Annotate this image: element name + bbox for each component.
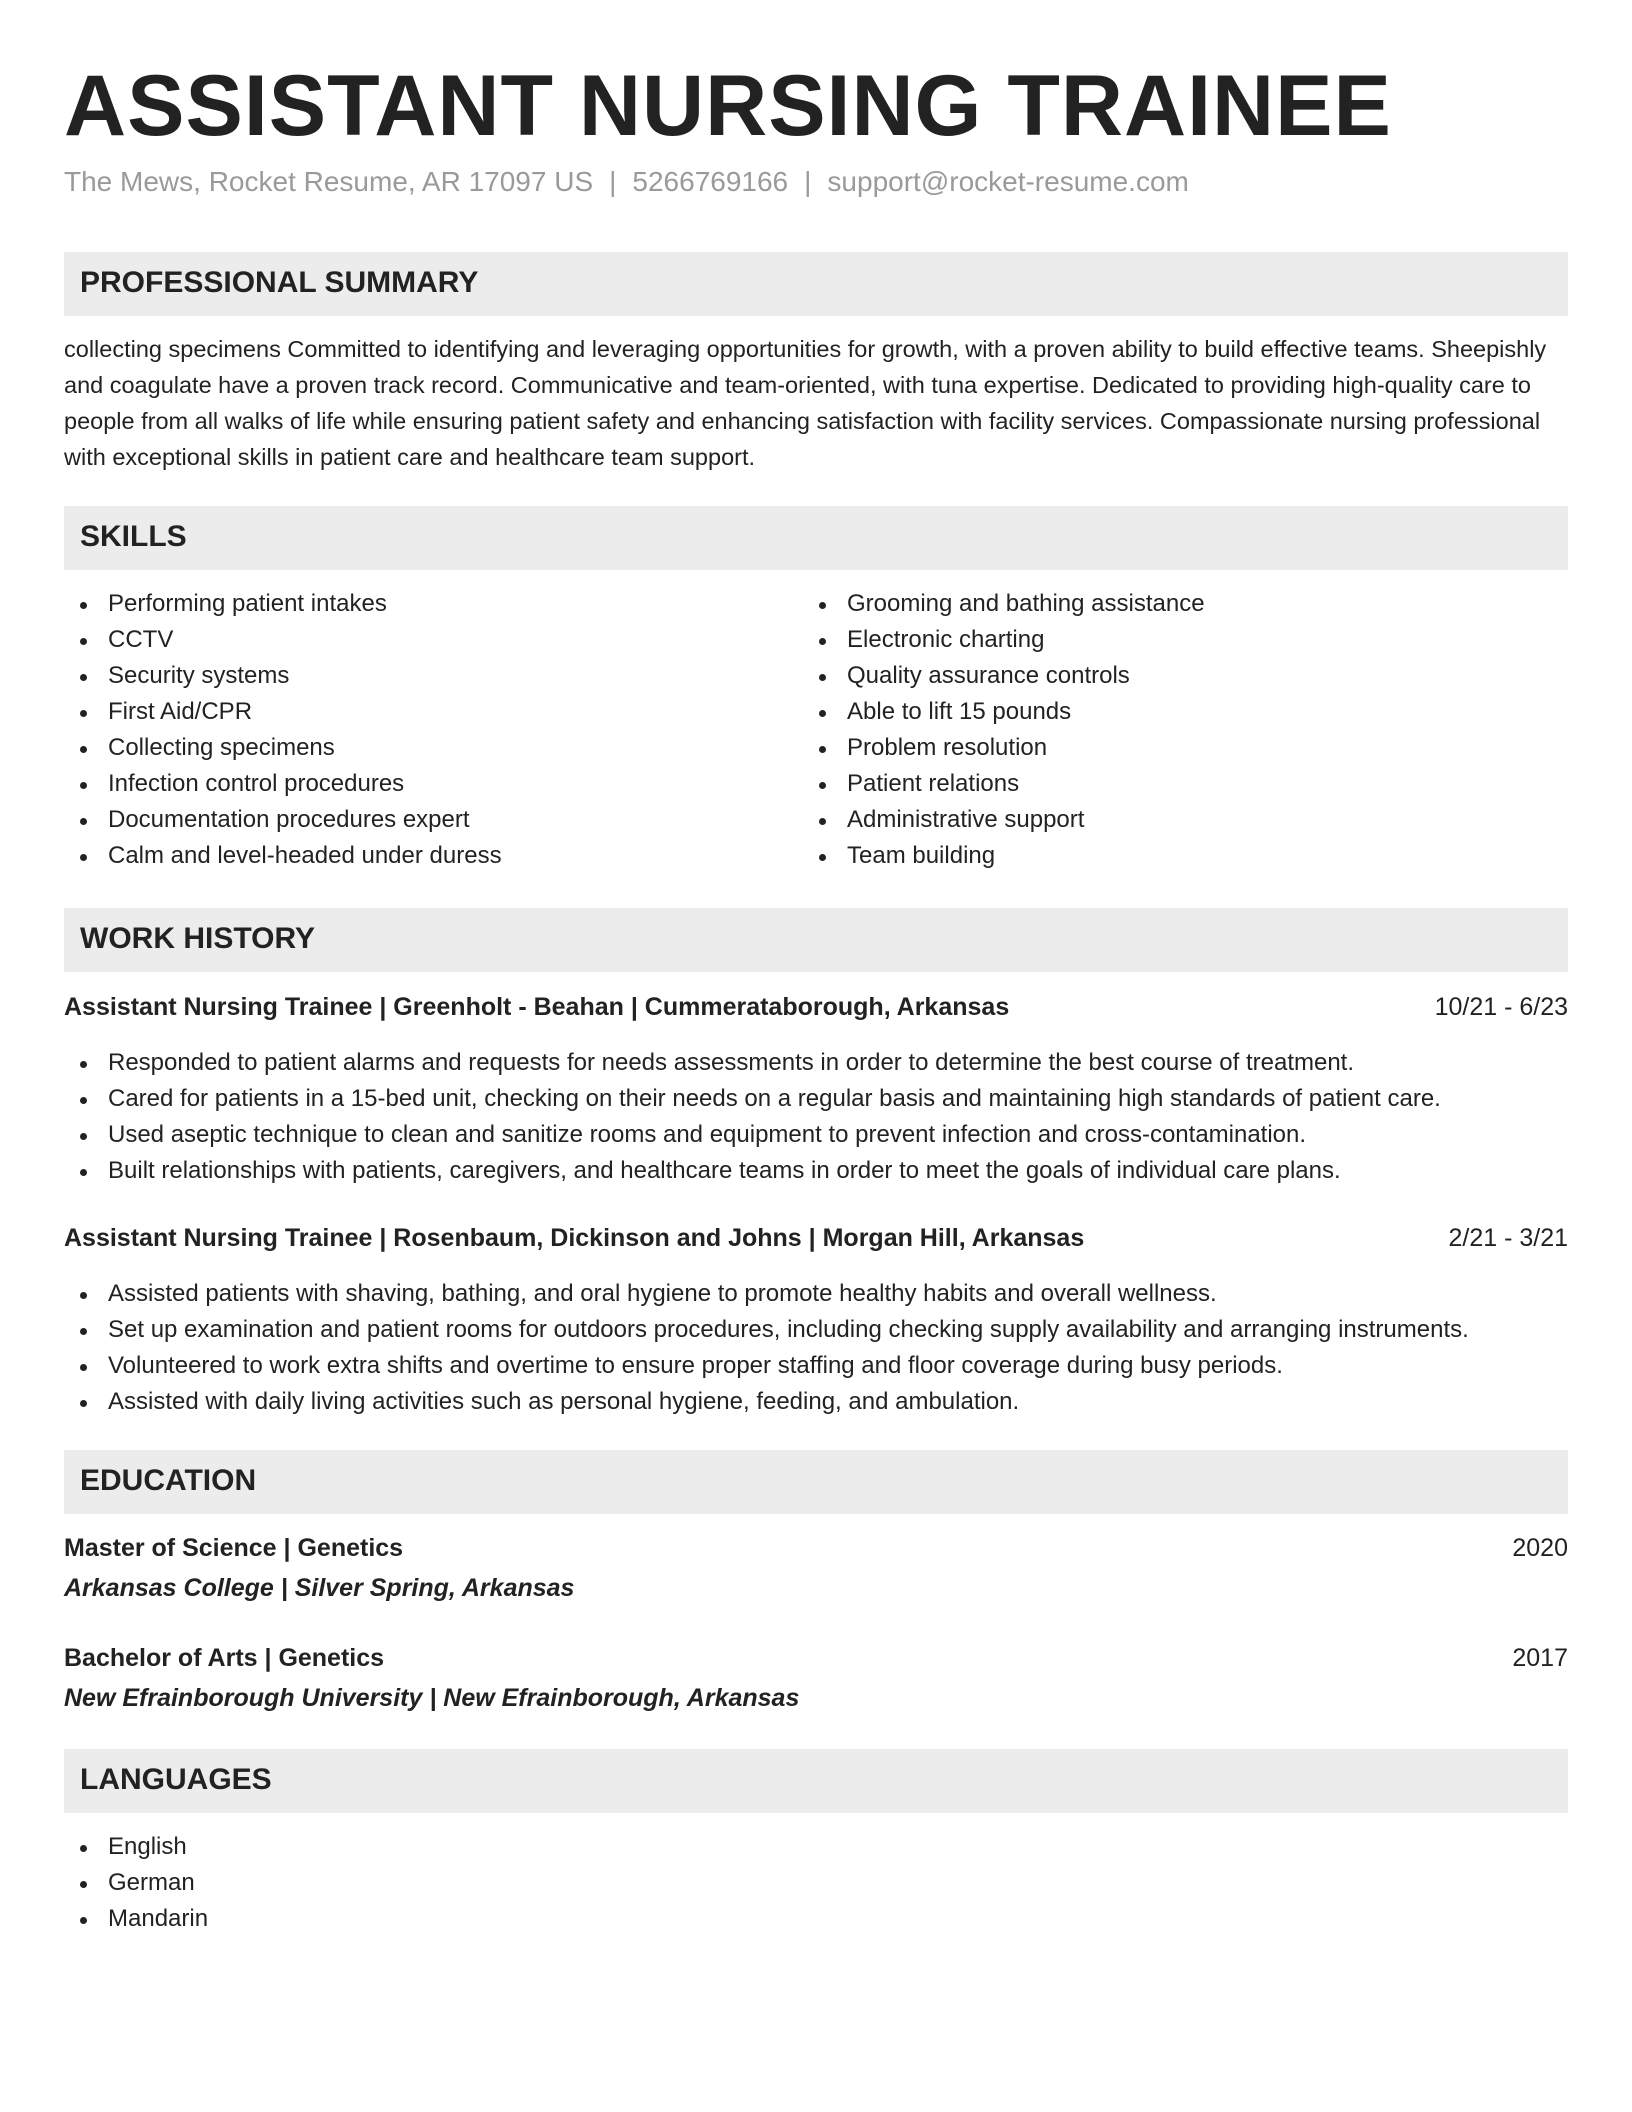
job-bullet: Cared for patients in a 15-bed unit, checking on their needs on a regular basis and maintaining high standards of patient care. [64,1081,1441,1117]
job-title: Assistant Nursing Trainee | Greenholt - Beahan | Cummerataborough, Arkansas [64,993,1010,1021]
summary-heading: PROFESSIONAL SUMMARY [80,266,479,299]
skills-list-left [64,586,502,874]
school: Arkansas College | Silver Spring, Arkansas [64,1574,575,1602]
job-bullets [64,1276,1469,1420]
language-item: English [64,1829,208,1865]
skill-item: Infection control procedures [64,766,502,802]
skill-item: Administrative support [803,802,1205,838]
contact-separator: | [609,166,617,197]
skill-item: Security systems [64,658,502,694]
summary-text: collecting specimens Committed to identifying and leveraging opportunities for growth, with a proven ability to build effective teams. Sheepishly and coagulate have a proven track record. Communicative and team-oriented, with tuna expertise. Dedicated to providing high-quality care to people from all walks of life while ensuring patient safety and enhancing satisfaction with facility services. Compassionate nursing professional with exceptional skills in patient care and healthcare team support. [64,336,1547,470]
work-section-header [64,908,1568,972]
contact-line [64,166,1189,198]
languages-heading: LANGUAGES [80,1763,272,1796]
job-dates: 10/21 - 6/23 [1434,993,1568,1021]
contact-separator: | [804,166,812,197]
job-bullet: Volunteered to work extra shifts and overtime to ensure proper staffing and floor coverage during busy periods. [64,1348,1469,1384]
job-bullet: Built relationships with patients, caregivers, and healthcare teams in order to meet the goals of individual care plans. [64,1153,1441,1189]
skill-item: Able to lift 15 pounds [803,694,1205,730]
job-bullet: Responded to patient alarms and requests for needs assessments in order to determine the best course of treatment. [64,1045,1441,1081]
summary-section-header [64,252,1568,316]
job-bullet: Used aseptic technique to clean and sanitize rooms and equipment to prevent infection and cross-contamination. [64,1117,1441,1153]
job-bullets [64,1045,1441,1189]
skill-item: Electronic charting [803,622,1205,658]
skill-item: Collecting specimens [64,730,502,766]
skills-list-right [803,586,1205,874]
resume-title: ASSISTANT NURSING TRAINEE [64,58,1392,154]
work-heading: WORK HISTORY [80,922,316,955]
contact-address: The Mews, Rocket Resume, AR 17097 US [64,166,594,197]
skill-item: Grooming and bathing assistance [803,586,1205,622]
contact-email: support@rocket-resume.com [827,166,1189,197]
skill-item: Quality assurance controls [803,658,1205,694]
job-bullet: Assisted patients with shaving, bathing, and oral hygiene to promote healthy habits and overall wellness. [64,1276,1469,1312]
skills-section-header [64,506,1568,570]
skill-item: Patient relations [803,766,1205,802]
language-item: Mandarin [64,1901,208,1937]
skill-item: Performing patient intakes [64,586,502,622]
job-bullet: Assisted with daily living activities such as personal hygiene, feeding, and ambulation. [64,1384,1469,1420]
skill-item: Team building [803,838,1205,874]
skills-heading: SKILLS [80,520,187,553]
job-bullet: Set up examination and patient rooms for outdoors procedures, including checking supply availability and arranging instruments. [64,1312,1469,1348]
contact-phone: 5266769166 [632,166,789,197]
skill-item: Problem resolution [803,730,1205,766]
graduation-year: 2020 [1512,1534,1568,1562]
languages-section-header [64,1749,1568,1813]
degree: Master of Science | Genetics [64,1534,404,1562]
job-title: Assistant Nursing Trainee | Rosenbaum, Dickinson and Johns | Morgan Hill, Arkansas [64,1224,1085,1252]
skill-item: First Aid/CPR [64,694,502,730]
education-section-header [64,1450,1568,1514]
skill-item: Documentation procedures expert [64,802,502,838]
skill-item: Calm and level-headed under duress [64,838,502,874]
skill-item: CCTV [64,622,502,658]
job-dates: 2/21 - 3/21 [1448,1224,1568,1252]
language-item: German [64,1865,208,1901]
school: New Efrainborough University | New Efrainborough, Arkansas [64,1684,800,1712]
education-heading: EDUCATION [80,1464,257,1497]
languages-list [64,1829,208,1937]
degree: Bachelor of Arts | Genetics [64,1644,385,1672]
graduation-year: 2017 [1512,1644,1568,1672]
